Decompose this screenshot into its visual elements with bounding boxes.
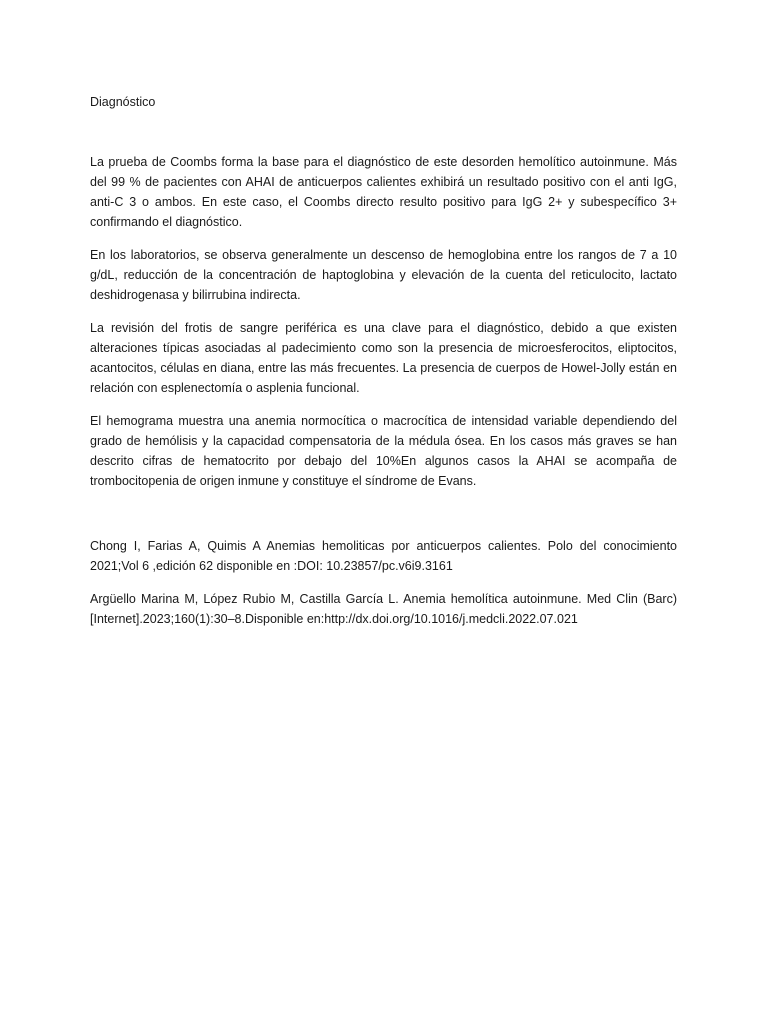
reference-item: Chong I, Farias A, Quimis A Anemias hemoliticas por anticuerpos calientes. Polo del conocimiento 2021;Vol 6 ,edición 62 disponible en :DOI: 10.23857/pc.v6i9.3161 [90, 539, 677, 573]
paragraph-coombs: La prueba de Coombs forma la base para el diagnóstico de este desorden hemolítico autoinmune. Más del 99 % de pacientes con AHAI de anticuerpos calientes exhibirá un resultado positivo con el anti IgG, anti-C 3 o ambos. En este caso, el Coombs directo resulto positivo para IgG 2+ y subespecífico 3+ confirmando el diagnóstico. [90, 155, 677, 229]
references-list [90, 536, 677, 629]
section-heading: Diagnóstico [90, 95, 156, 109]
paragraph-laboratorios: En los laboratorios, se observa generalmente un descenso de hemoglobina entre los rangos de 7 a 10 g/dL, reducción de la concentración de haptoglobina y elevación de la cuenta del reticulocito, lactato deshidrogenasa y bilirrubina indirecta. [90, 248, 677, 302]
paragraph-frotis: La revisión del frotis de sangre periférica es una clave para el diagnóstico, debido a que existen alteraciones típicas asociadas al padecimiento como son la presencia de microesferocitos, eliptocitos, acantocitos, células en diana, entre las más frecuentes. La presencia de cuerpos de Howel-Jolly están en relación con esplenectomía o asplenia funcional. [90, 321, 677, 395]
reference-item: Argüello Marina M, López Rubio M, Castilla García L. Anemia hemolítica autoinmune. Med Clin (Barc) [Internet].2023;160(1):30–8.Disponible en:http://dx.doi.org/10.1016/j.medcli.2022.07.021 [90, 592, 677, 626]
paragraph-hemograma: El hemograma muestra una anemia normocítica o macrocítica de intensidad variable dependiendo del grado de hemólisis y la capacidad compensatoria de la médula ósea. En los casos más graves se han descrito cifras de hematocrito por debajo del 10%En algunos casos la AHAI se acompaña de trombocitopenia de origen inmune y constituye el síndrome de Evans. [90, 414, 677, 488]
document-page [90, 92, 677, 642]
